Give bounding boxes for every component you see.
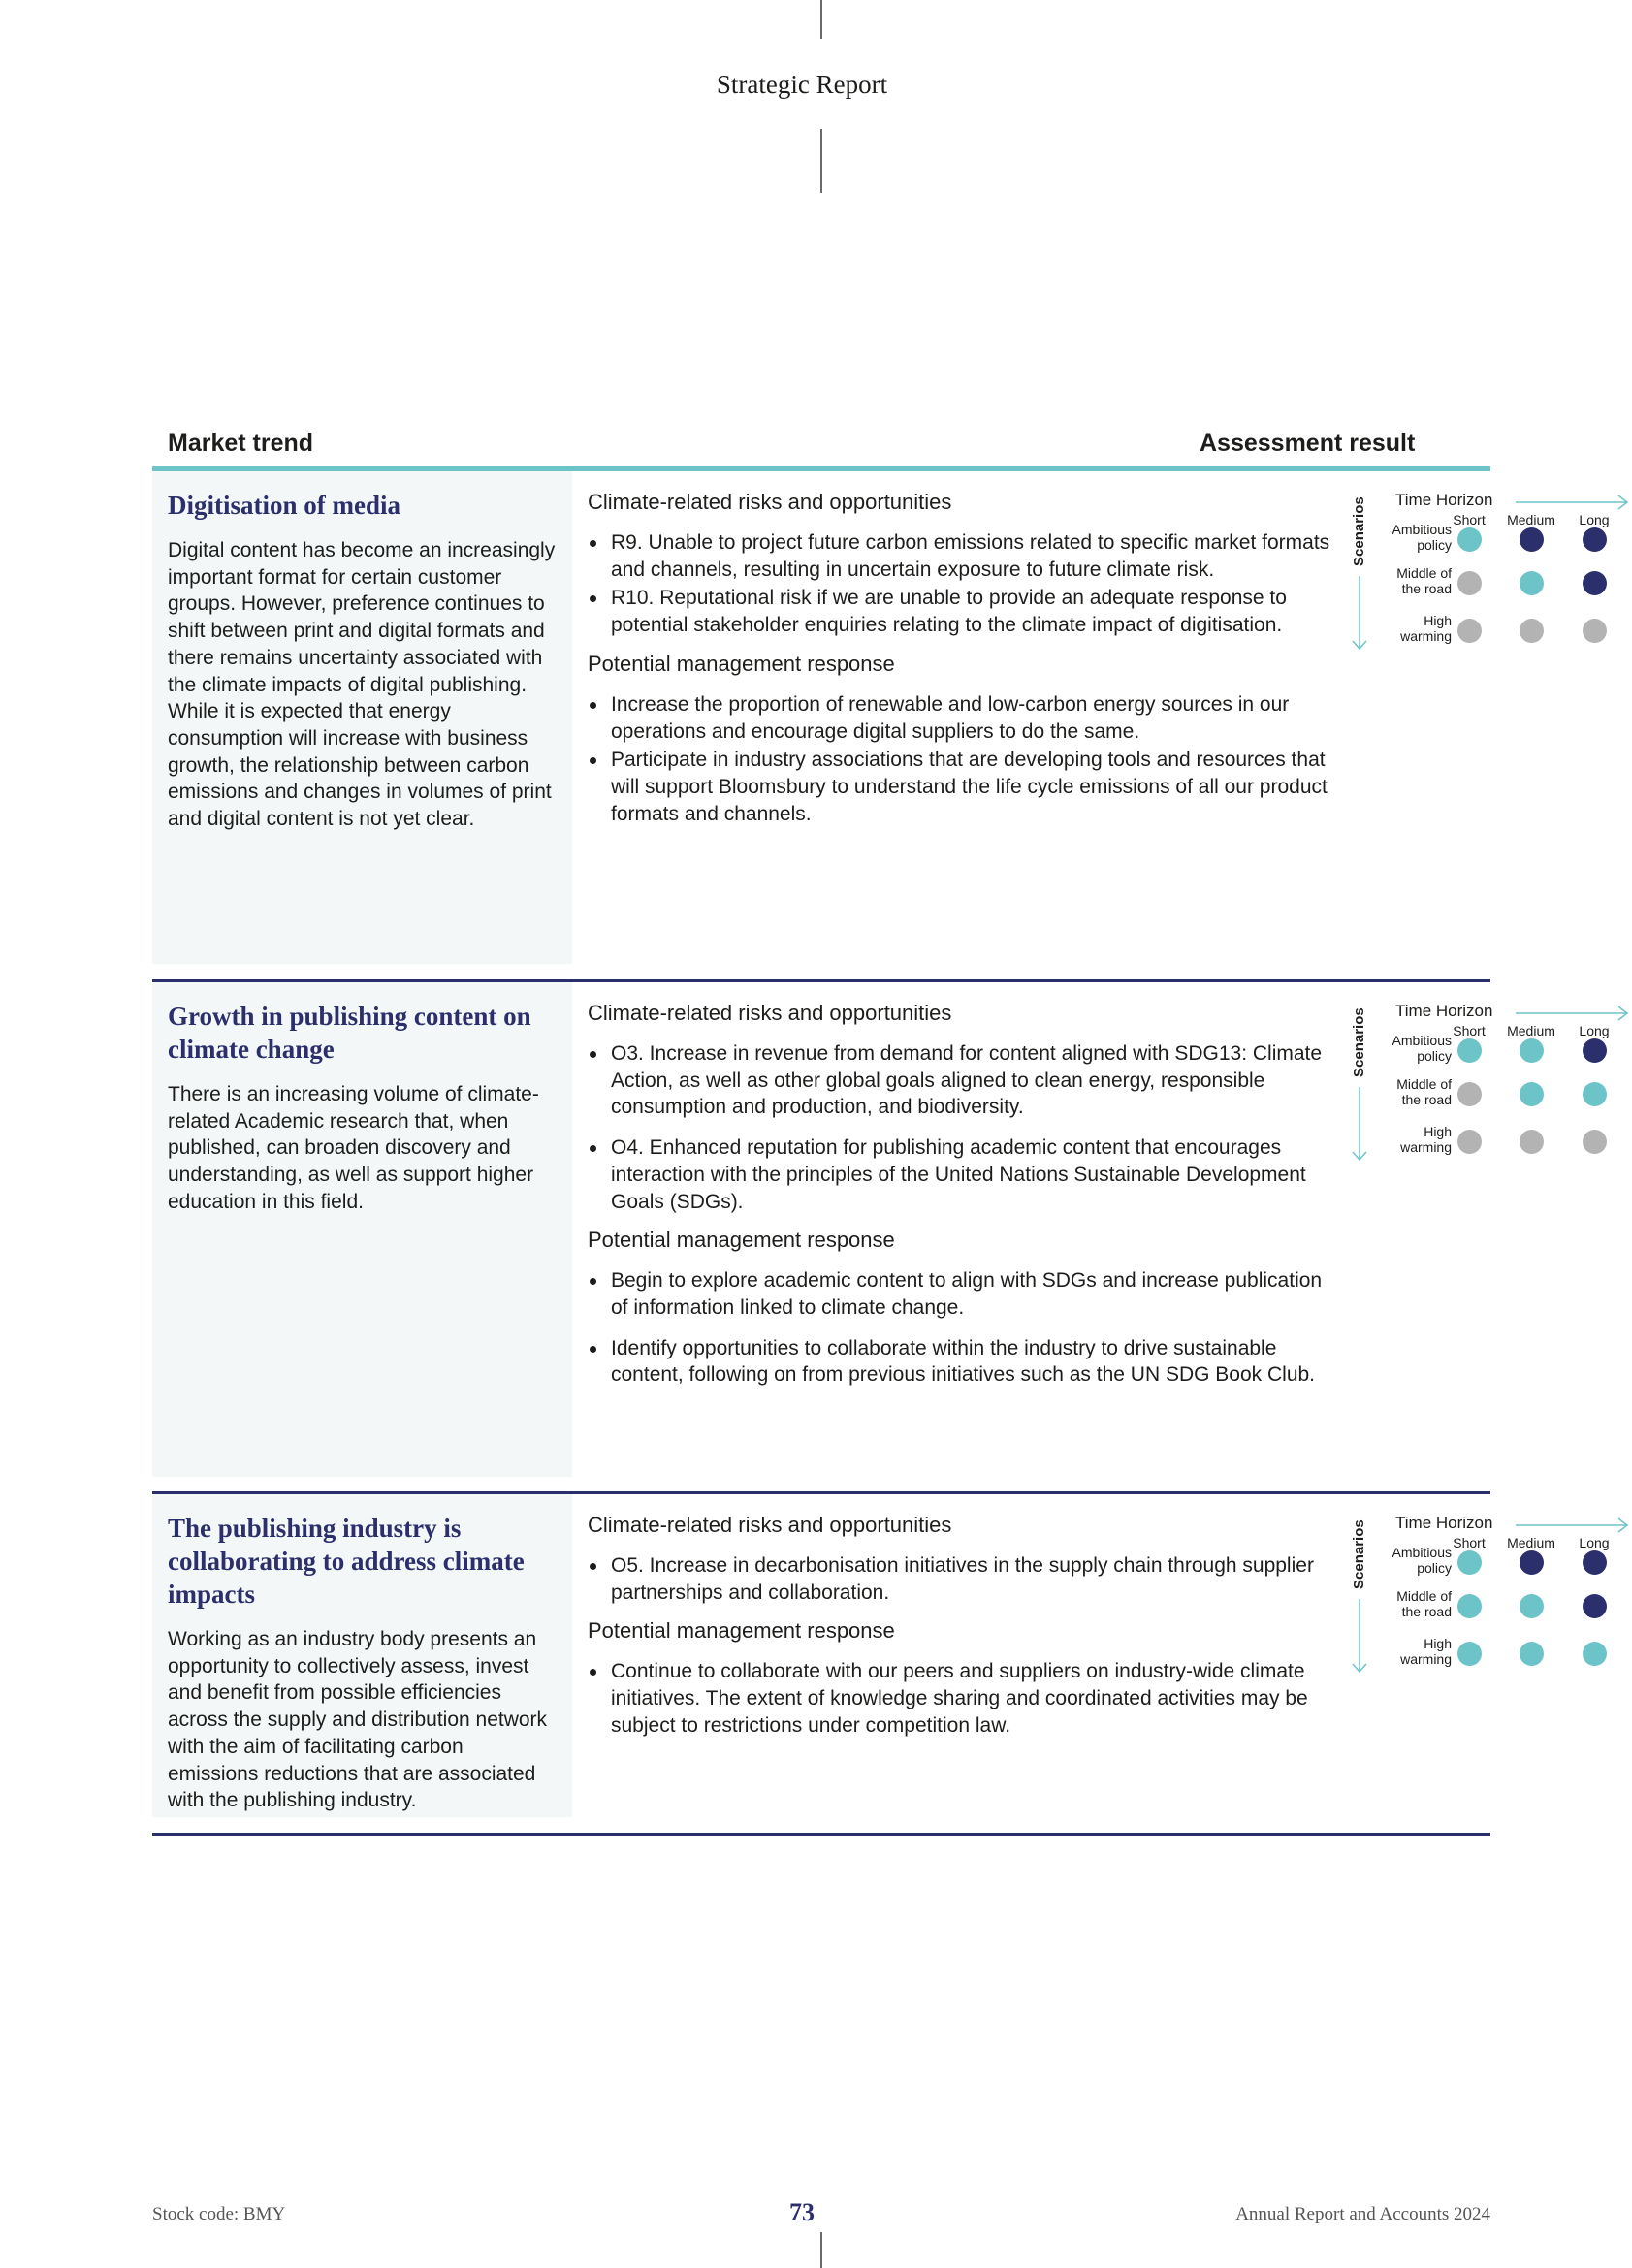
header-divider-bottom	[820, 129, 822, 193]
footer-divider	[820, 2232, 822, 2268]
scenario-label-line: Ambitious	[1392, 1033, 1452, 1048]
assessment-dot	[1520, 1642, 1544, 1666]
assessment-dot	[1583, 1082, 1607, 1106]
assessment-dot	[1520, 527, 1544, 552]
horizon-label: Long	[1579, 512, 1610, 527]
assessment-dot	[1520, 619, 1544, 643]
list-item: R10. Reputational risk if we are unable to provide an adequate response to potential stakeholder enquiries relating to the climate impact of digitisation.	[588, 585, 1334, 638]
header-divider-top	[820, 0, 822, 39]
scenarios-arrow-icon	[1351, 576, 1370, 654]
time-horizon-label: Time Horizon	[1395, 1002, 1493, 1020]
assessment-matrix	[1351, 1512, 1632, 1686]
risks-response-cell	[588, 1000, 1334, 1400]
trend-description: There is an increasing volume of climate-related Academic research that, when published, can broaden discovery and understanding, as well as support higher education in this field.	[168, 1083, 539, 1213]
risks-list	[588, 1552, 1334, 1606]
scenario-label-line: warming	[1400, 1651, 1452, 1667]
assessment-dot	[1583, 1594, 1607, 1618]
column-header-market-trend: Market trend	[168, 430, 314, 457]
scenario-label	[1370, 565, 1452, 596]
trend-title: Growth in publishing content on climate change	[168, 1002, 531, 1064]
assessment-dot	[1583, 1130, 1607, 1154]
assessment-dot	[1457, 1082, 1482, 1106]
assessment-dot	[1520, 1594, 1544, 1618]
list-item: R9. Unable to project future carbon emissions related to specific market formats and channels, resulting in uncertain exposure to future climate risk.	[588, 529, 1334, 583]
table-row	[152, 982, 1610, 1494]
horizon-label: Medium	[1507, 1535, 1555, 1550]
risks-response-cell	[588, 1512, 1334, 1751]
assessment-matrix	[1351, 489, 1632, 663]
horizon-label: Short	[1453, 1023, 1486, 1038]
market-trend-cell	[152, 471, 572, 964]
assessment-dot	[1457, 1550, 1482, 1575]
scenarios-label: Scenarios	[1351, 1519, 1367, 1589]
trend-description: Working as an industry body presents an opportunity to collectively assess, invest and benefit from possible efficiencies across the supply and distribution network with the aim of facilitating carbon emissions reductions that are associated with the publishing industry.	[168, 1628, 548, 1812]
horizon-label: Long	[1579, 1023, 1610, 1038]
scenario-label-line: Ambitious	[1392, 1545, 1452, 1560]
response-heading: Potential management response	[588, 651, 895, 676]
scenario-label	[1370, 1588, 1452, 1619]
trend-title: Digitisation of media	[168, 491, 400, 520]
assessment-dot	[1520, 1038, 1544, 1063]
footer-report-title: Annual Report and Accounts 2024	[1235, 2204, 1490, 2224]
assessment-dot	[1583, 1642, 1607, 1666]
scenario-label	[1370, 613, 1452, 644]
trend-description: Digital content has become an increasingly important format for certain customer groups. However, preference continues to shift between print and digital formats and there remains uncertainty associated with the climate impacts of digital publishing. While it is expected that energy consumption will increase with business growth, the relationship between carbon emissions and changes in volumes of print and digital content is not yet clear.	[168, 539, 556, 831]
horizon-label: Short	[1453, 1535, 1486, 1550]
time-horizon-label: Time Horizon	[1395, 1514, 1493, 1532]
scenario-label-line: policy	[1417, 1560, 1452, 1576]
column-header-assessment-result: Assessment result	[1200, 430, 1416, 457]
risks-response-cell	[588, 489, 1334, 839]
scenario-label-line: Middle of	[1396, 1076, 1452, 1092]
risks-heading: Climate-related risks and opportunities	[588, 1513, 952, 1537]
list-item: O5. Increase in decarbonisation initiatives in the supply chain through supplier partnerships and collaboration.	[588, 1552, 1334, 1606]
assessment-dot	[1583, 527, 1607, 552]
assessment-dot	[1457, 1642, 1482, 1666]
scenarios-arrow-icon	[1351, 1087, 1370, 1165]
scenarios-label: Scenarios	[1351, 1007, 1367, 1077]
table-row	[152, 471, 1610, 982]
time-horizon-arrow-icon	[1516, 1004, 1632, 1023]
response-heading: Potential management response	[588, 1618, 895, 1644]
scenarios-arrow-icon	[1351, 1599, 1370, 1677]
horizon-label: Medium	[1507, 512, 1555, 527]
responses-list	[588, 1267, 1334, 1389]
time-horizon-label: Time Horizon	[1395, 491, 1493, 509]
assessment-dot	[1520, 1130, 1544, 1154]
horizon-label: Long	[1579, 1535, 1610, 1550]
scenario-label-line: warming	[1400, 1139, 1452, 1155]
market-trend-cell	[152, 1494, 572, 1817]
responses-list	[588, 1658, 1334, 1739]
risks-list	[588, 529, 1334, 639]
time-horizon-arrow-icon	[1516, 1516, 1632, 1535]
list-item: Identify opportunities to collaborate within the industry to drive sustainable content, following on from previous initiatives such as the UN SDG Book Club.	[588, 1335, 1334, 1389]
list-item: O3. Increase in revenue from demand for content aligned with SDG13: Climate Action, as well as other global goals aligned to clean energy, responsible consumption and production, and biodiversity.	[588, 1040, 1334, 1121]
assessment-dot	[1583, 1550, 1607, 1575]
scenario-label-line: Ambitious	[1392, 522, 1452, 537]
trend-title: The publishing industry is collaborating to address climate impacts	[168, 1514, 525, 1609]
footer-stock-code: Stock code: BMY	[152, 2204, 286, 2224]
scenario-label-line: High	[1424, 613, 1452, 628]
scenario-label	[1370, 1076, 1452, 1107]
assessment-dot	[1520, 1082, 1544, 1106]
scenario-label-line: Middle of	[1396, 1588, 1452, 1604]
risks-list	[588, 1040, 1334, 1215]
scenario-label-line: Middle of	[1396, 565, 1452, 581]
assessment-dot	[1457, 619, 1482, 643]
scenario-label-line: warming	[1400, 628, 1452, 644]
assessment-dot	[1457, 1038, 1482, 1063]
scenario-label	[1370, 1636, 1452, 1667]
market-trend-cell	[152, 982, 572, 1477]
scenario-label	[1370, 1033, 1452, 1064]
scenario-label	[1370, 1545, 1452, 1576]
scenario-label	[1370, 1124, 1452, 1155]
horizon-label: Short	[1453, 512, 1486, 527]
assessment-dot	[1457, 527, 1482, 552]
horizon-label: Medium	[1507, 1023, 1555, 1038]
page-number: 73	[789, 2198, 815, 2226]
scenario-label-line: High	[1424, 1124, 1452, 1139]
risks-heading: Climate-related risks and opportunities	[588, 490, 952, 514]
assessment-dot	[1520, 1550, 1544, 1575]
assessment-dot	[1583, 619, 1607, 643]
list-item: Participate in industry associations that are developing tools and resources that will support Bloomsbury to understand the life cycle emissions of all our product formats and channels.	[588, 747, 1334, 827]
scenario-label-line: High	[1424, 1636, 1452, 1651]
assessment-matrix	[1351, 1000, 1632, 1174]
scenario-label-line: policy	[1417, 1048, 1452, 1064]
scenario-label-line: the road	[1401, 1604, 1452, 1619]
assessment-dot	[1520, 571, 1544, 595]
assessment-dot	[1457, 1130, 1482, 1154]
scenario-label	[1370, 522, 1452, 553]
assessment-dot	[1583, 571, 1607, 595]
scenarios-label: Scenarios	[1351, 496, 1367, 566]
response-heading: Potential management response	[588, 1228, 895, 1253]
scenario-label-line: the road	[1401, 581, 1452, 596]
risks-heading: Climate-related risks and opportunities	[588, 1001, 952, 1025]
scenario-label-line: the road	[1401, 1092, 1452, 1107]
responses-list	[588, 691, 1334, 828]
assessment-dot	[1583, 1038, 1607, 1063]
section-label: Strategic Report	[716, 70, 888, 99]
list-item: Continue to collaborate with our peers and suppliers on industry-wide climate initiatives. The extent of knowledge sharing and coordinated activities may be subject to restrictions under competition law.	[588, 1658, 1334, 1739]
assessment-dot	[1457, 1594, 1482, 1618]
list-item: O4. Enhanced reputation for publishing academic content that encourages interaction with the principles of the United Nations Sustainable Development Goals (SDGs).	[588, 1134, 1334, 1215]
assessment-dot	[1457, 571, 1482, 595]
table-row	[152, 1494, 1610, 1836]
list-item: Increase the proportion of renewable and low-carbon energy sources in our operations and encourage digital suppliers to do the same.	[588, 691, 1334, 745]
time-horizon-arrow-icon	[1516, 493, 1632, 512]
list-item: Begin to explore academic content to align with SDGs and increase publication of information linked to climate change.	[588, 1267, 1334, 1321]
scenario-label-line: policy	[1417, 537, 1452, 553]
row-divider	[152, 1833, 1490, 1836]
